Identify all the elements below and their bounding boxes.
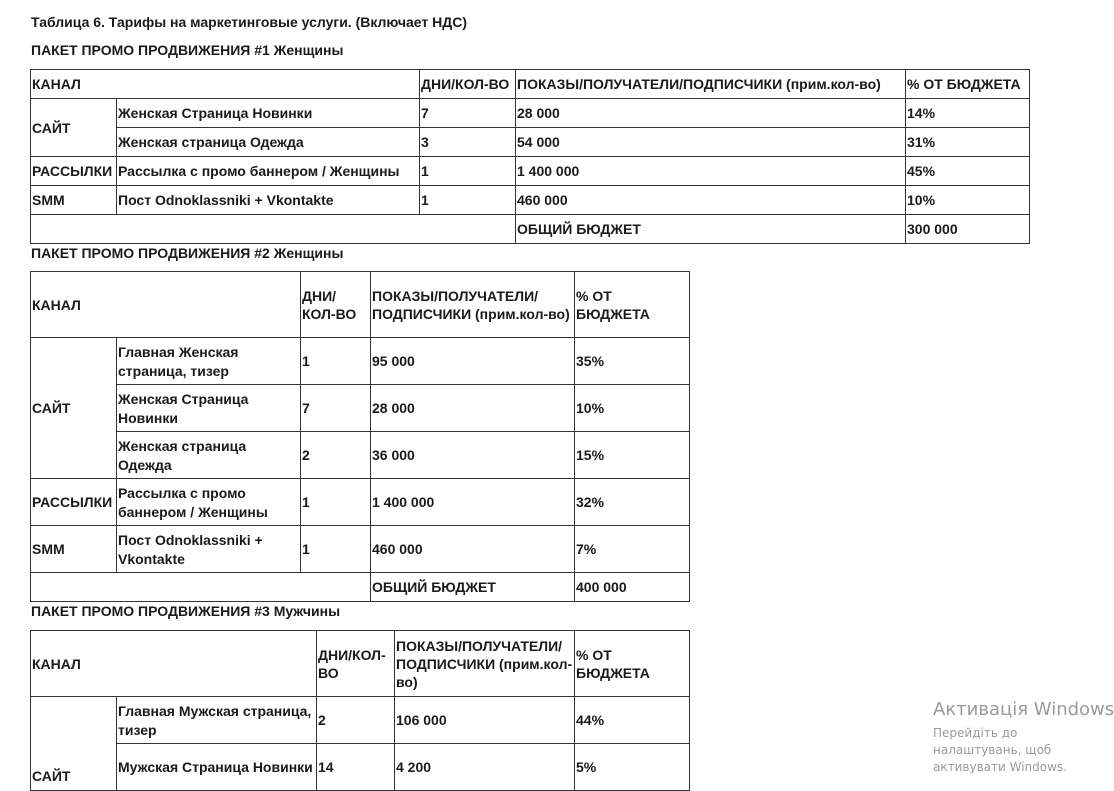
header-channel: КАНАЛ	[31, 272, 301, 338]
channel-cell: SMM	[31, 186, 117, 215]
total-row	[31, 573, 690, 602]
reach-cell: 1 400 000	[371, 479, 575, 526]
document-title: Таблица 6. Тарифы на маркетинговые услуги. (Включает НДС)	[31, 14, 467, 30]
budget-pct-cell: 45%	[906, 157, 1030, 186]
header-budget-pct: % ОТ БЮДЖЕТА	[906, 70, 1030, 99]
placement-cell: Главная Мужская страница, тизер	[117, 697, 317, 744]
channel-cell: РАССЫЛКИ	[31, 479, 117, 526]
total-value: 300 000	[906, 215, 1030, 244]
header-channel: КАНАЛ	[31, 70, 420, 99]
channel-cell: РАССЫЛКИ	[31, 157, 117, 186]
channel-cell: САЙТ	[31, 338, 117, 479]
table-row	[31, 99, 1030, 128]
days-cell: 1	[301, 338, 371, 385]
placement-cell: Пост Odnoklassniki + Vkontakte	[117, 186, 420, 215]
placement-cell: Рассылка с промо баннером / Женщины	[117, 479, 301, 526]
total-value: 400 000	[575, 573, 690, 602]
placement-cell: Главная Женская страница, тизер	[117, 338, 301, 385]
budget-pct-cell: 35%	[575, 338, 690, 385]
days-cell: 7	[301, 385, 371, 432]
placement-cell: Рассылка с промо баннером / Женщины	[117, 157, 420, 186]
budget-pct-cell: 10%	[906, 186, 1030, 215]
header-reach: ПОКАЗЫ/ПОЛУЧАТЕЛИ/ПОДПИСЧИКИ (прим.кол-во)	[516, 70, 906, 99]
budget-pct-cell: 44%	[575, 697, 690, 744]
days-cell: 7	[420, 99, 516, 128]
table-row	[31, 479, 690, 526]
header-days: ДНИ/КОЛ-ВО	[420, 70, 516, 99]
placement-cell: Женская страница Одежда	[117, 128, 420, 157]
reach-cell: 28 000	[516, 99, 906, 128]
header-channel: КАНАЛ	[31, 631, 317, 697]
windows-activation-watermark	[933, 698, 1114, 776]
empty-cell	[31, 215, 516, 244]
total-label: ОБЩИЙ БЮДЖЕТ	[371, 573, 575, 602]
reach-cell: 1 400 000	[516, 157, 906, 186]
package-1-table	[30, 69, 1030, 244]
reach-cell: 460 000	[371, 526, 575, 573]
days-cell: 1	[301, 479, 371, 526]
days-cell: 1	[301, 526, 371, 573]
days-cell: 2	[301, 432, 371, 479]
channel-cell: САЙТ	[31, 99, 117, 157]
watermark-subtitle: Перейдіть до налаштувань, щоб активувати Windows.	[933, 726, 1067, 774]
table-row	[31, 697, 690, 744]
table-row	[31, 338, 690, 385]
budget-pct-cell: 5%	[575, 744, 690, 791]
reach-cell: 28 000	[371, 385, 575, 432]
placement-cell: Мужская Страница Новинки	[117, 744, 317, 791]
budget-pct-cell: 10%	[575, 385, 690, 432]
budget-pct-cell: 31%	[906, 128, 1030, 157]
placement-cell: Пост Odnoklassniki + Vkontakte	[117, 526, 301, 573]
reach-cell: 54 000	[516, 128, 906, 157]
days-cell: 14	[317, 744, 395, 791]
table-row	[31, 385, 690, 432]
table-row	[31, 186, 1030, 215]
table-row	[31, 157, 1030, 186]
empty-cell	[31, 573, 371, 602]
days-cell: 1	[420, 157, 516, 186]
header-days: ДНИ/КОЛ- ВО	[317, 631, 395, 697]
days-cell: 2	[317, 697, 395, 744]
total-label: ОБЩИЙ БЮДЖЕТ	[516, 215, 906, 244]
watermark-title: Активація Windows	[933, 699, 1114, 720]
reach-cell: 95 000	[371, 338, 575, 385]
header-reach: ПОКАЗЫ/ПОЛУЧАТЕЛИ/ ПОДПИСЧИКИ (прим.кол-во)	[371, 272, 575, 338]
package-3-table	[30, 630, 690, 791]
days-cell: 3	[420, 128, 516, 157]
package-2-table	[30, 271, 690, 602]
budget-pct-cell: 14%	[906, 99, 1030, 128]
budget-pct-cell: 7%	[575, 526, 690, 573]
package-3-title: ПАКЕТ ПРОМО ПРОДВИЖЕНИЯ #3 Мужчины	[31, 603, 341, 619]
budget-pct-cell: 32%	[575, 479, 690, 526]
table-row	[31, 526, 690, 573]
days-cell: 1	[420, 186, 516, 215]
channel-cell: SMM	[31, 526, 117, 573]
budget-pct-cell: 15%	[575, 432, 690, 479]
table-row	[31, 744, 690, 791]
header-budget-pct: % ОТ БЮДЖЕТА	[575, 631, 690, 697]
placement-cell: Женская страница Одежда	[117, 432, 301, 479]
reach-cell: 36 000	[371, 432, 575, 479]
reach-cell: 460 000	[516, 186, 906, 215]
header-reach: ПОКАЗЫ/ПОЛУЧАТЕЛИ/ ПОДПИСЧИКИ (прим.кол-во)	[395, 631, 575, 697]
placement-cell: Женская Страница Новинки	[117, 99, 420, 128]
header-budget-pct: % ОТ БЮДЖЕТА	[575, 272, 690, 338]
table-row	[31, 432, 690, 479]
placement-cell: Женская Страница Новинки	[117, 385, 301, 432]
total-row	[31, 215, 1030, 244]
reach-cell: 4 200	[395, 744, 575, 791]
header-days: ДНИ/ КОЛ-ВО	[301, 272, 371, 338]
reach-cell: 106 000	[395, 697, 575, 744]
package-2-title: ПАКЕТ ПРОМО ПРОДВИЖЕНИЯ #2 Женщины	[31, 245, 344, 261]
table-row	[31, 128, 1030, 157]
channel-cell: САЙТ	[31, 697, 117, 791]
package-1-title: ПАКЕТ ПРОМО ПРОДВИЖЕНИЯ #1 Женщины	[31, 42, 344, 58]
